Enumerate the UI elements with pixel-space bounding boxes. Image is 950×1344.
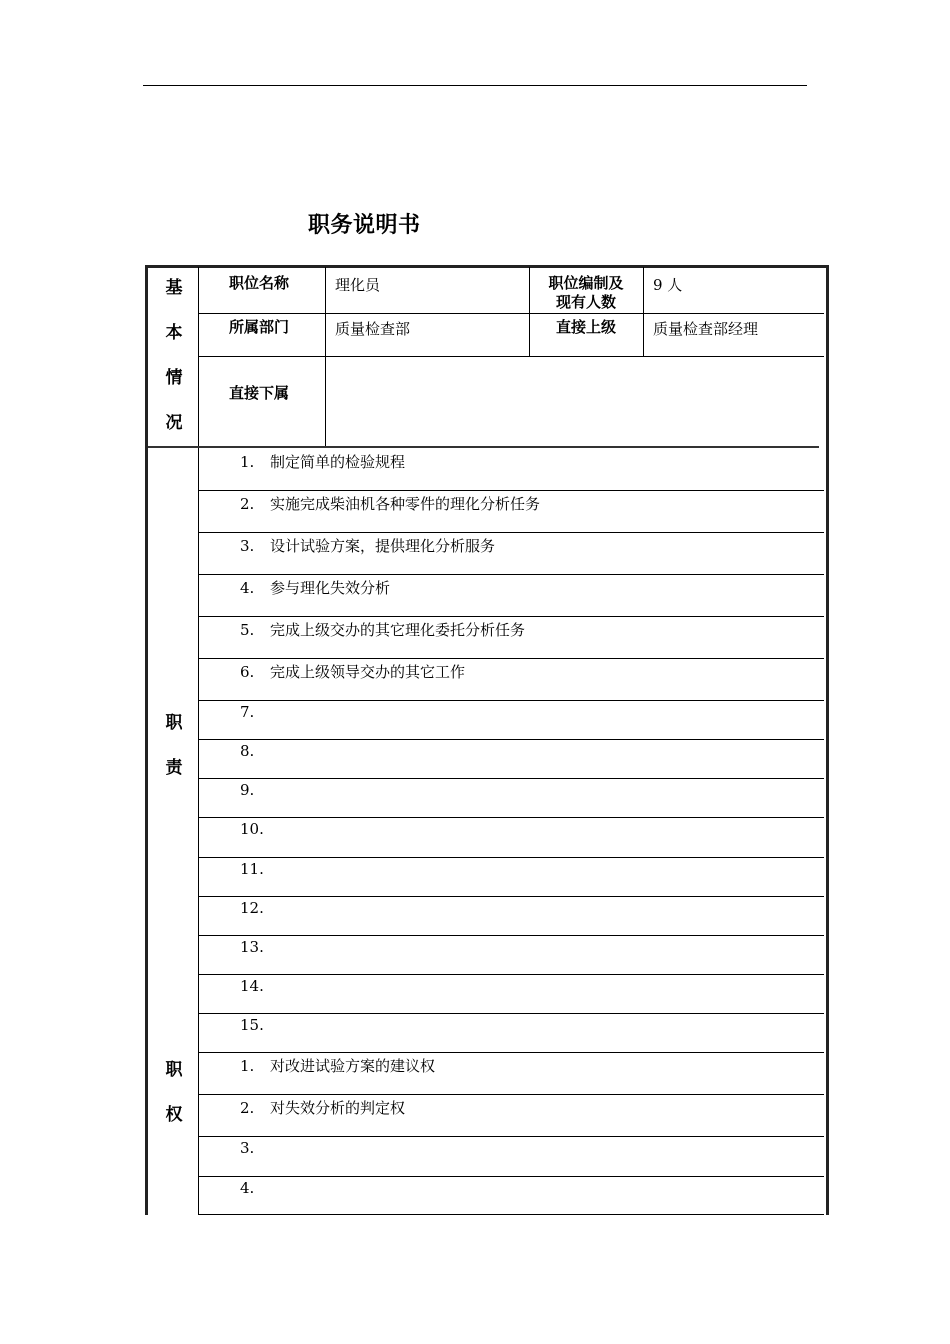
row-divider — [198, 616, 824, 617]
list-item — [240, 860, 270, 878]
item-number: 4. — [240, 1179, 255, 1197]
item-number: 8. — [240, 742, 255, 760]
list-item — [240, 451, 405, 472]
item-number: 3. — [240, 1139, 255, 1157]
item-number: 3. — [240, 537, 255, 555]
superior-label: 直接上级 — [555, 318, 616, 336]
item-number: 15. — [240, 1016, 264, 1034]
item-text: 设计试验方案，提供理化分析服务 — [270, 537, 496, 555]
item-number: 12. — [240, 899, 264, 917]
subordinate-label: 直接下属 — [229, 384, 290, 402]
list-item — [240, 577, 390, 598]
item-text: 完成上级交办的其它理化委托分析任务 — [270, 621, 526, 639]
row-divider — [198, 778, 824, 779]
item-number: 14. — [240, 977, 264, 995]
section-label-authority: 职 权 — [165, 1060, 183, 1125]
list-item — [240, 1016, 270, 1034]
item-number: 7. — [240, 703, 255, 721]
department-label: 所属部门 — [229, 318, 290, 336]
superior-value: 质量检查部经理 — [653, 320, 759, 338]
document-title: 职务说明书 — [308, 213, 421, 238]
list-item — [240, 899, 270, 917]
list-item — [240, 535, 495, 556]
row-divider — [198, 1052, 824, 1053]
item-text: 完成上级领导交办的其它工作 — [270, 663, 466, 681]
row-divider — [198, 574, 824, 575]
row-divider — [198, 935, 824, 936]
row-divider — [198, 490, 824, 491]
row-divider — [198, 1176, 824, 1177]
list-item — [240, 1139, 270, 1157]
header-rule — [143, 85, 807, 86]
list-item — [240, 1179, 270, 1197]
list-item — [240, 781, 270, 799]
right-label-column-divider — [643, 267, 644, 357]
item-text: 对改进试验方案的建议权 — [270, 1057, 436, 1075]
row-divider — [198, 1136, 824, 1137]
row-divider — [198, 857, 824, 858]
label-column-divider — [325, 267, 326, 447]
row-divider — [198, 739, 824, 740]
headcount-value: 9 人 — [653, 276, 683, 294]
list-item — [240, 493, 540, 514]
item-number: 2. — [240, 1099, 255, 1117]
position-name-value: 理化员 — [335, 276, 381, 294]
list-item — [240, 703, 270, 721]
section-label-basic: 基 本 情 况 — [165, 278, 183, 433]
row-divider — [198, 532, 824, 533]
item-text: 参与理化失效分析 — [270, 579, 391, 597]
list-item — [240, 977, 270, 995]
list-item — [240, 742, 270, 760]
row-divider — [198, 817, 824, 818]
row-divider — [198, 356, 824, 357]
item-number: 1. — [240, 453, 255, 471]
row-divider — [198, 1094, 824, 1095]
list-item — [240, 661, 465, 682]
item-number: 1. — [240, 1057, 255, 1075]
list-item — [240, 820, 270, 838]
item-number: 11. — [240, 860, 264, 878]
section-column-divider — [198, 267, 199, 1215]
item-text: 对失效分析的判定权 — [270, 1099, 406, 1117]
item-text: 实施完成柴油机各种零件的理化分析任务 — [270, 495, 541, 513]
row-divider — [198, 700, 824, 701]
list-item — [240, 619, 525, 640]
item-number: 6. — [240, 663, 255, 681]
row-divider — [198, 658, 824, 659]
row-divider — [198, 1214, 824, 1215]
position-name-label: 职位名称 — [229, 274, 290, 292]
list-item — [240, 1055, 435, 1076]
row-divider — [198, 896, 824, 897]
row-divider — [198, 313, 824, 314]
headcount-label: 职位编制及 现有人数 — [548, 274, 624, 311]
list-item — [240, 1097, 405, 1118]
item-number: 2. — [240, 495, 255, 513]
item-text: 制定简单的检验规程 — [270, 453, 406, 471]
department-value: 质量检查部 — [335, 320, 411, 338]
list-item — [240, 938, 270, 956]
item-number: 13. — [240, 938, 264, 956]
row-divider — [198, 974, 824, 975]
item-number: 10. — [240, 820, 264, 838]
item-number: 9. — [240, 781, 255, 799]
row-divider — [198, 1013, 824, 1014]
section-divider — [148, 446, 819, 448]
section-label-duties: 职 责 — [165, 713, 183, 778]
item-number: 4. — [240, 579, 255, 597]
item-number: 5. — [240, 621, 255, 639]
